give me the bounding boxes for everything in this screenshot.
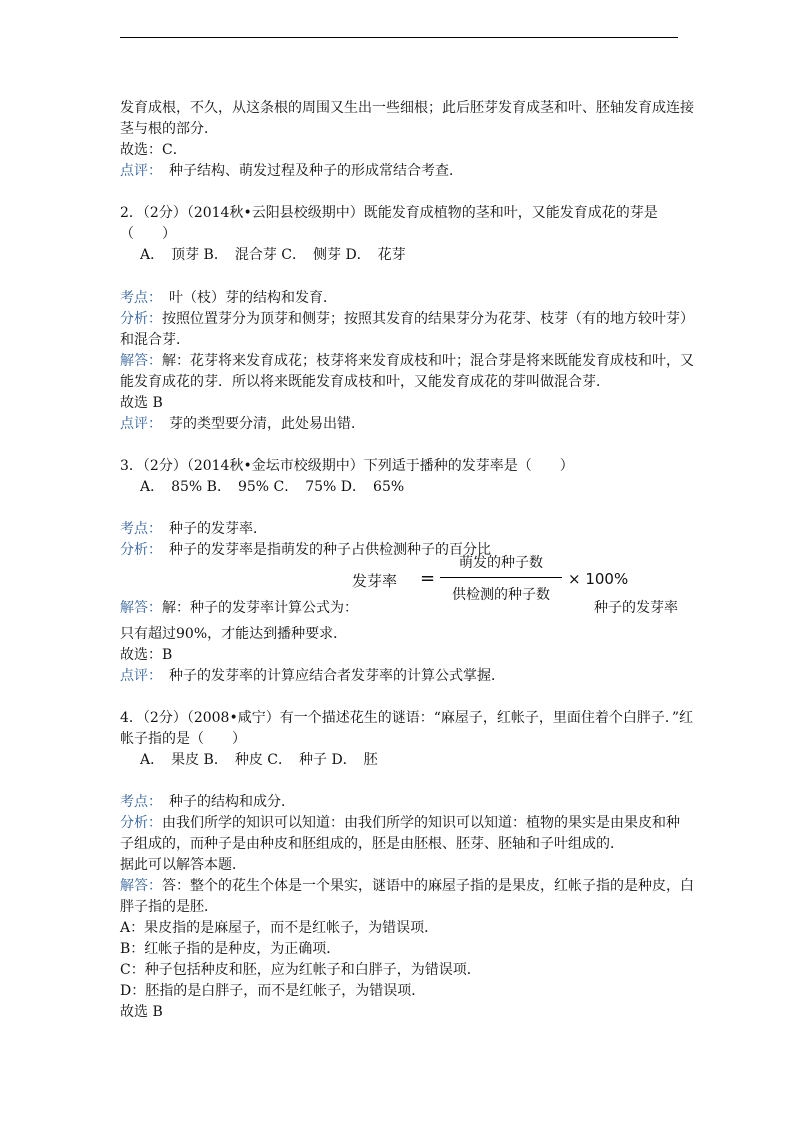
text-line: 故选：C． <box>120 142 187 158</box>
answer-line-tail: 种子的发芽率 <box>594 600 678 616</box>
answer-label: 解答： <box>120 353 162 369</box>
review-text: 芽的类型要分清，此处易出错． <box>155 416 365 432</box>
kaodian-text: 种子的结构和成分． <box>155 794 295 810</box>
analysis-line <box>120 309 694 329</box>
review-line <box>120 161 463 181</box>
answer-line <box>120 876 694 896</box>
kaodian-line <box>120 792 295 812</box>
text-line: 据此可以解答本题． <box>120 857 246 873</box>
formula-multiplier: × 100% <box>568 570 629 588</box>
text-line: 能发育成花的芽．所以将来既能发育成枝和叶，又能发育成花的芽叫做混合芽． <box>120 374 610 390</box>
kaodian-label: 考点： <box>120 290 155 306</box>
text-line: A：果皮指的是麻屋子，而不是红帐子，为错误项． <box>120 920 439 936</box>
text-line: 故选 B <box>120 1004 163 1020</box>
answer-line <box>120 351 694 371</box>
germination-rate-formula <box>348 548 629 606</box>
question-2-stem-cont: （ ） <box>120 226 176 242</box>
review-line <box>120 666 505 686</box>
kaodian-line <box>120 288 337 308</box>
question-3-stem: 3．（2分）（2014秋•金坛市校级期中）下列适于播种的发芽率是（ ） <box>120 458 574 474</box>
analysis-label: 分析： <box>120 542 155 558</box>
text-line: 发育成根，不久，从这条根的周围又生出一些细根；此后胚芽发育成茎和叶、胚轴发育成连接 <box>120 100 694 116</box>
text-line: 胖子指的是胚． <box>120 899 218 915</box>
analysis-text: 按照位置芽分为顶芽和侧芽；按照其发育的结果芽分为花芽、枝芽（有的地方较叶芽） <box>162 311 694 327</box>
kaodian-label: 考点： <box>120 794 155 810</box>
text-line: 故选：B <box>120 647 173 663</box>
review-label: 点评： <box>120 668 155 684</box>
answer-text: 答：整个的花生个体是一个果实，谜语中的麻屋子指的是果皮，红帐子指的是种皮，白 <box>162 878 694 894</box>
answer-text: 解：花芽将来发育成花；枝芽将来发育成枝和叶；混合芽是将来既能发育成枝和叶，又 <box>162 353 694 369</box>
text-line: B：红帐子指的是种皮，为正确项． <box>120 941 341 957</box>
fraction-bar <box>440 577 562 578</box>
formula-denominator: 供检测的种子数 <box>452 587 550 603</box>
question-2-options: A． 顶芽 B． 混合芽 C． 侧芽 D． 花芽 <box>140 247 406 263</box>
text-line: C：种子包括种皮和胚，应为红帐子和白胖子，为错误项． <box>120 962 481 978</box>
answer-label: 解答： <box>120 878 162 894</box>
review-line <box>120 414 365 434</box>
text-line: 子组成的，而种子是由种皮和胚组成的，胚是由胚根、胚芽、胚轴和子叶组成的． <box>120 836 624 852</box>
review-text: 种子结构、萌发过程及种子的形成常结合考查． <box>155 163 463 179</box>
text-line: 和混合芽． <box>120 332 190 348</box>
kaodian-text: 叶（枝）芽的结构和发育． <box>155 290 337 306</box>
question-3-options: A． 85% B． 95% C． 75% D． 65% <box>140 479 405 495</box>
header-rule <box>120 37 678 38</box>
analysis-label: 分析： <box>120 311 162 327</box>
kaodian-text: 种子的发芽率． <box>155 521 267 537</box>
text-line: 只有超过90%，才能达到播种要求． <box>120 626 348 642</box>
formula-lhs: 发芽率 <box>352 572 398 590</box>
kaodian-label: 考点： <box>120 521 155 537</box>
text-line: 故选 B <box>120 395 163 411</box>
question-4-options: A． 果皮 B． 种皮 C． 种子 D． 胚 <box>140 752 378 768</box>
question-2-stem: 2．（2分）（2014秋•云阳县校级期中）既能发育成植物的茎和叶，又能发育成花的芽是 <box>120 205 658 221</box>
review-label: 点评： <box>120 416 155 432</box>
text-line: D：胚指的是白胖子，而不是红帐子，为错误项． <box>120 983 426 999</box>
formula-numerator: 萌发的种子数 <box>459 555 543 571</box>
formula-equals: = <box>420 568 436 589</box>
answer-text: 解：种子的发芽率计算公式为： <box>162 600 358 616</box>
analysis-label: 分析： <box>120 815 162 831</box>
analysis-text: 种子的发芽率是指萌发的种子占供检测种子的百分比 <box>155 542 491 558</box>
analysis-text: 由我们所学的知识可以知道：由我们所学的知识可以知道：植物的果实是由果皮和种 <box>162 815 680 831</box>
answer-label: 解答： <box>120 600 162 616</box>
analysis-line <box>120 813 680 833</box>
review-text: 种子的发芽率的计算应结合者发芽率的计算公式掌握． <box>155 668 505 684</box>
question-4-stem: 4．（2分）（2008•咸宁）有一个描述花生的谜语：“麻屋子，红帐子，里面住着个白胖子．”红 <box>120 710 694 726</box>
review-label: 点评： <box>120 163 155 179</box>
kaodian-line <box>120 519 267 539</box>
question-4-stem-cont: 帐子指的是（ ） <box>120 731 246 747</box>
text-line: 茎与根的部分． <box>120 121 218 137</box>
answer-line <box>120 598 358 618</box>
